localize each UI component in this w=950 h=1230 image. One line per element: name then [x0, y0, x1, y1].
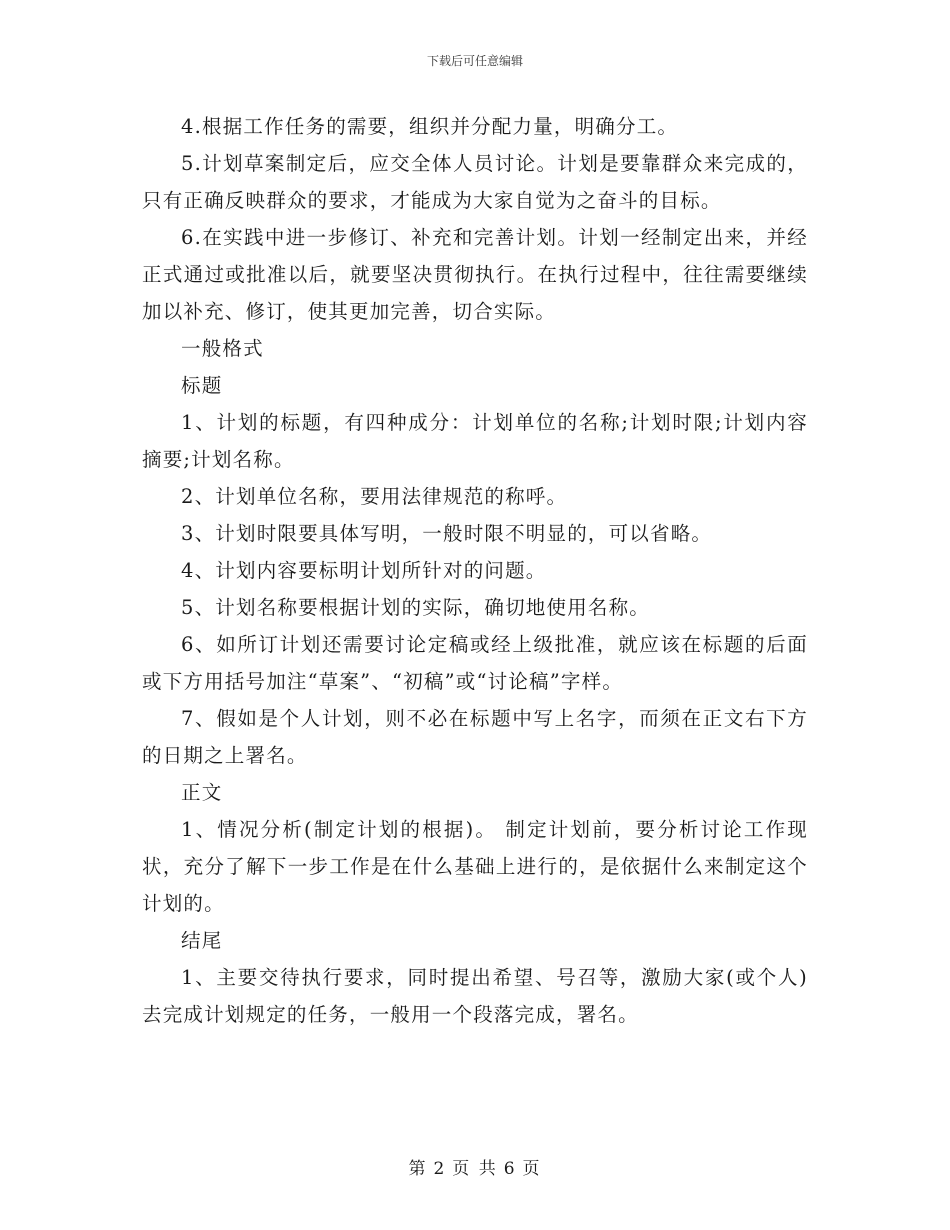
total-pages-number: 6 — [503, 1159, 517, 1179]
title-rule-1: 1、计划的标题，有四种成分：计划单位的名称;计划时限;计划内容摘要;计划名称。 — [142, 411, 808, 471]
title-rule-5: 5、计划名称要根据计划的实际，确切地使用名称。 — [181, 596, 651, 619]
paragraph-item-6: 6.在实践中进一步修订、补充和完善计划。计划一经制定出来，并经正式通过或批准以后，就要坚决贯彻执行。在执行过程中，往往需要继续加以补充、修订，使其更加完善，切合实际。 — [142, 226, 808, 323]
section-heading-title: 标题 — [181, 374, 223, 397]
title-rule-2: 2、计划单位名称，要用法律规范的称呼。 — [181, 485, 568, 508]
body-rule-1: 1、情况分析(制定计划的根据)。 制定计划前，要分析讨论工作现状，充分了解下一步工作是在什么基础上进行的，是依据什么来制定这个计划的。 — [142, 818, 808, 915]
paragraph-item-5: 5.计划草案制定后，应交全体人员讨论。计划是要靠群众来完成的，只有正确反映群众的要求，才能成为大家自觉为之奋斗的目标。 — [142, 152, 808, 212]
page-label-prefix: 第 — [408, 1159, 428, 1179]
page-footer — [0, 1154, 950, 1179]
page-header: 下载后可任意编辑 — [426, 54, 523, 68]
document-body — [142, 108, 808, 1033]
section-heading-general-format: 一般格式 — [181, 337, 264, 360]
paragraph-item-4: 4.根据工作任务的需要，组织并分配力量，明确分工。 — [181, 115, 679, 138]
section-heading-ending: 结尾 — [181, 929, 223, 952]
ending-rule-1: 1、主要交待执行要求，同时提出希望、号召等，激励大家(或个人)去完成计划规定的任务，一般用一个段落完成，署名。 — [142, 966, 808, 1026]
title-rule-4: 4、计划内容要标明计划所针对的问题。 — [181, 559, 547, 582]
title-rule-6: 6、如所订计划还需要讨论定稿或经上级批准，就应该在标题的后面或下方用括号加注“草案”、“初稿”或“讨论稿”字样。 — [142, 633, 808, 693]
section-heading-body: 正文 — [181, 781, 223, 804]
title-rule-7: 7、假如是个人计划，则不必在标题中写上名字，而须在正文右下方的日期之上署名。 — [142, 707, 808, 767]
title-rule-3: 3、计划时限要具体写明，一般时限不明显的，可以省略。 — [181, 522, 713, 545]
page-label-mid: 页 共 — [452, 1159, 498, 1179]
page-label-suffix: 页 — [522, 1159, 542, 1179]
current-page-number: 2 — [433, 1159, 447, 1179]
